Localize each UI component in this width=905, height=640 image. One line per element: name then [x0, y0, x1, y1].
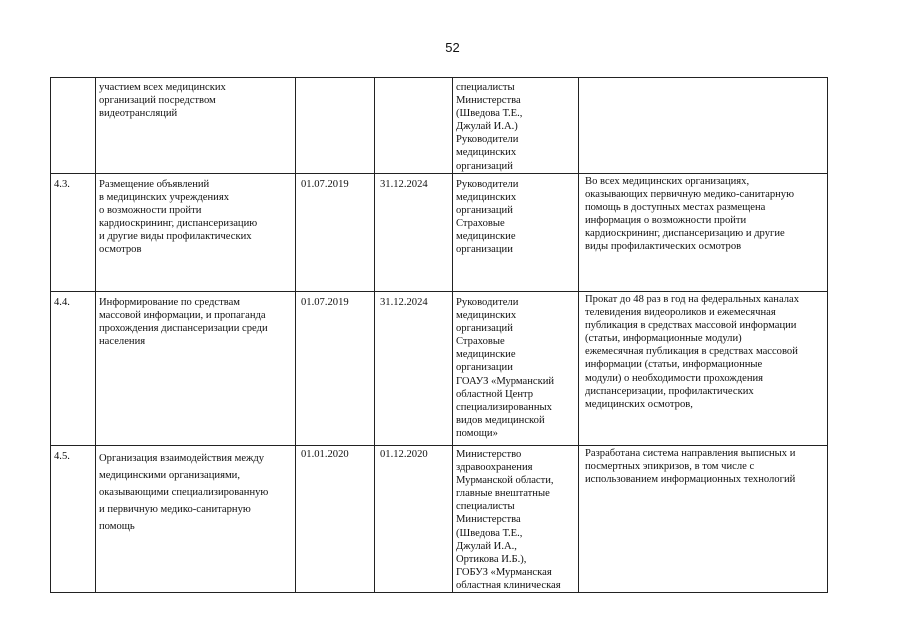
column-divider: [374, 77, 375, 593]
end-date-cell: 31.12.2024: [380, 179, 428, 190]
result-cell: Разработана система направления выписных и посмертных эпикризов, в том числе с использованием информационных технологий: [585, 448, 796, 486]
table-border-right: [827, 77, 828, 593]
executors-cell: Министерство здравоохранения Мурманской области, главные внештатные специалисты Министерства (Шведова Т.Е., Джулай И.А., Ортикова И.Б.), ГОБУЗ «Мурманская областная клиническая: [456, 449, 561, 591]
start-date-cell: 01.01.2020: [301, 449, 349, 460]
end-date-cell: 01.12.2020: [380, 449, 428, 460]
end-date-cell: 31.12.2024: [380, 297, 428, 308]
column-divider: [295, 77, 296, 593]
column-divider: [452, 77, 453, 593]
row-divider: [50, 445, 828, 446]
item-number: 4.5.: [54, 451, 70, 462]
event-cell: Организация взаимодействия между медицинскими организациями, оказывающими специализированную и первичную медико-санитарную помощь: [99, 453, 269, 532]
column-divider: [578, 77, 579, 593]
executors-cell: Руководители медицинских организаций Страховые медицинские организации: [456, 179, 519, 256]
table-border-left: [50, 77, 51, 593]
executors-cell: Руководители медицинских организаций Страховые медицинские организации ГОАУЗ «Мурманский областной Центр специализированных видов медицинской помощи»: [456, 297, 555, 439]
table-border-top: [50, 77, 828, 78]
event-cell: Размещение объявлений в медицинских учреждениях о возможности пройти кардиоскрининг, диспансеризацию и другие виды профилактических осмотров: [99, 179, 258, 256]
measures-table: [50, 77, 828, 593]
result-cell: Во всех медицинских организациях, оказывающих первичную медико-санитарную помощь в доступных местах размещена информация о возможности пройти кардиоскрининг, диспансеризацию и другие виды профилактических осмотров: [585, 176, 795, 253]
result-cell: Прокат до 48 раз в год на федеральных каналах телевидения видеороликов и ежемесячная публикация в средствах массовой информации (статьи, информационные модули) ежемесячная публикация в средствах массовой информации (статьи, информационные модули) о необходимости прохождения диспансеризации, профилактических медицинских осмотров,: [585, 294, 800, 410]
page-number: 52: [445, 40, 460, 55]
start-date-cell: 01.07.2019: [301, 297, 349, 308]
item-number: 4.3.: [54, 179, 70, 190]
row-divider: [50, 173, 828, 174]
event-cell: участием всех медицинских организаций посредством видеотрансляций: [99, 82, 226, 120]
item-number: 4.4.: [54, 297, 70, 308]
row-divider: [50, 291, 828, 292]
column-divider: [95, 77, 96, 593]
table-border-bottom: [50, 592, 828, 593]
start-date-cell: 01.07.2019: [301, 179, 349, 190]
executors-cell: специалисты Министерства (Шведова Т.Е., Джулай И.А.) Руководители медицинских организаций: [456, 82, 523, 172]
event-cell: Информирование по средствам массовой информации, и пропаганда прохождения диспансеризации среди населения: [99, 297, 268, 348]
